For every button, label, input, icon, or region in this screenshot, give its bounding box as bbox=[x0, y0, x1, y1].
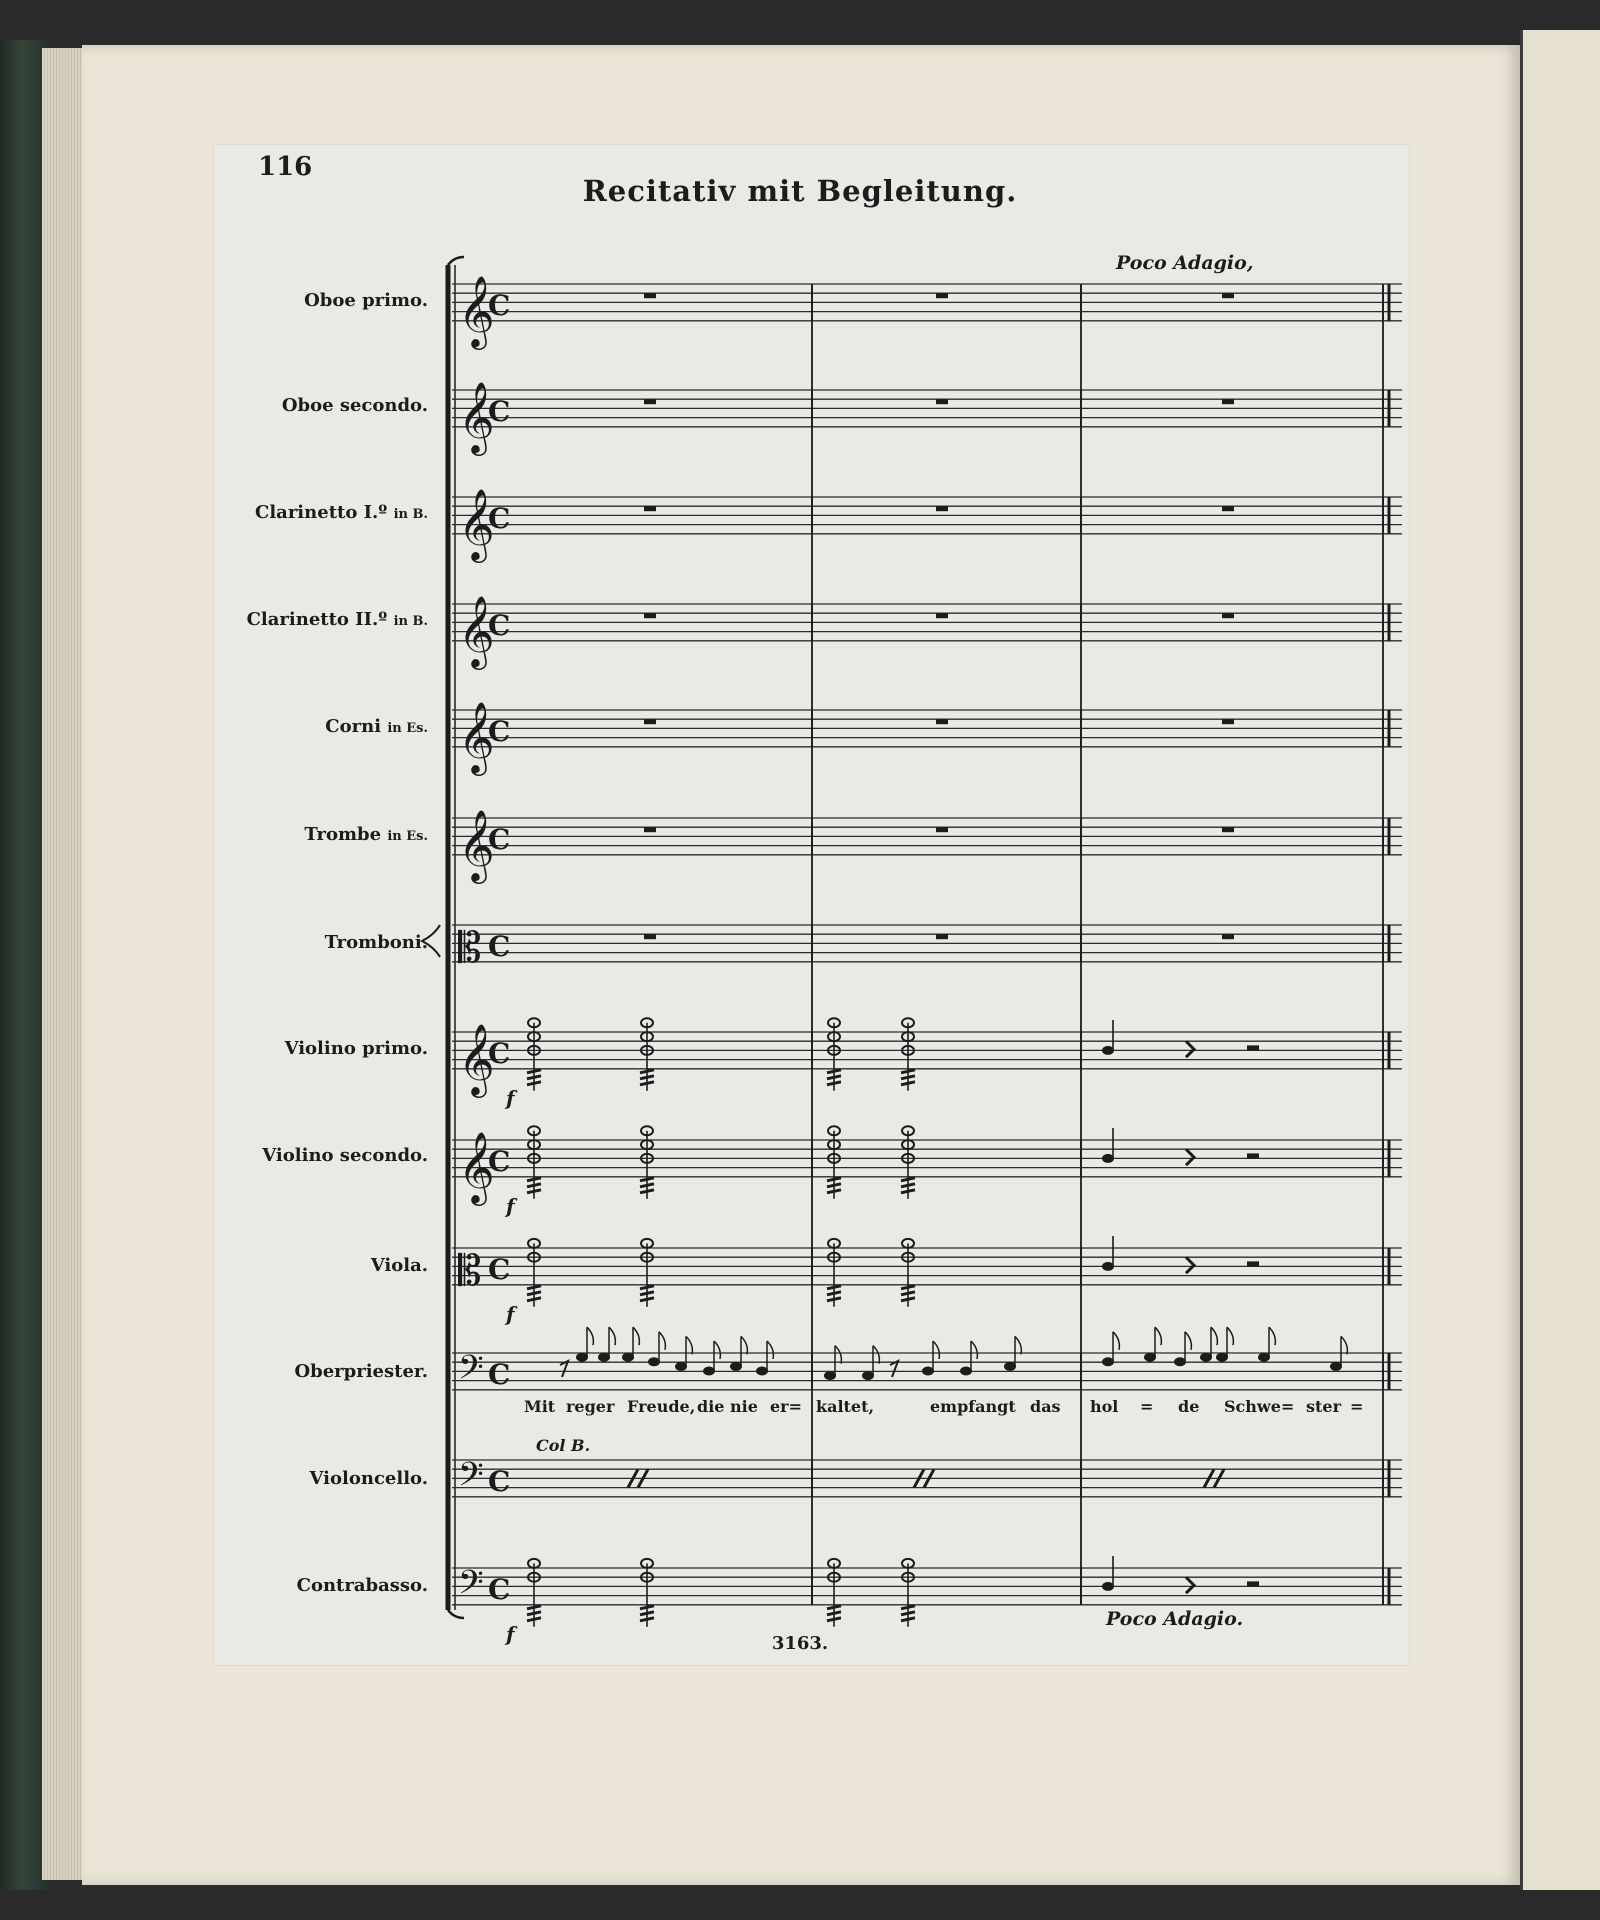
note-flag bbox=[1227, 1327, 1233, 1345]
vocal-note bbox=[1330, 1362, 1342, 1371]
whole-rest bbox=[644, 719, 656, 724]
tremolo-slash bbox=[640, 1292, 654, 1295]
whole-rest bbox=[936, 506, 948, 511]
whole-rest bbox=[1222, 293, 1234, 298]
note-flag bbox=[1211, 1327, 1217, 1345]
treble-clef: 𝄞 bbox=[458, 808, 495, 881]
tremolo-slash bbox=[827, 1286, 841, 1289]
note-flag bbox=[1341, 1336, 1347, 1354]
lyric-syllable: kaltet, bbox=[816, 1397, 875, 1416]
tremolo-slash bbox=[527, 1298, 541, 1301]
whole-rest bbox=[936, 934, 948, 939]
brace-mark bbox=[422, 925, 440, 957]
time-signature: C bbox=[488, 1358, 511, 1391]
vocal-note bbox=[598, 1353, 610, 1362]
tremolo-slash bbox=[527, 1292, 541, 1295]
tremolo-slash bbox=[901, 1184, 915, 1187]
tremolo-slash bbox=[901, 1618, 915, 1621]
tremolo-slash bbox=[827, 1612, 841, 1615]
tremolo-slash bbox=[827, 1298, 841, 1301]
instrument-label: Contrabasso. bbox=[296, 1575, 428, 1596]
note-flag bbox=[741, 1336, 747, 1354]
whole-rest bbox=[644, 399, 656, 404]
whole-rest bbox=[936, 399, 948, 404]
instrument-label: Oberpriester. bbox=[294, 1361, 428, 1382]
whole-rest bbox=[644, 827, 656, 832]
note-flag bbox=[1015, 1336, 1021, 1354]
tremolo-slash bbox=[640, 1286, 654, 1289]
tremolo-slash bbox=[640, 1618, 654, 1621]
whole-rest bbox=[936, 613, 948, 618]
whole-rest bbox=[1222, 613, 1234, 618]
alto-clef: 𝄡 bbox=[458, 1246, 482, 1295]
lyric-syllable: de bbox=[1178, 1397, 1200, 1416]
vocal-note bbox=[1004, 1362, 1016, 1371]
time-signature: C bbox=[488, 1037, 511, 1070]
tremolo-slash bbox=[527, 1082, 541, 1085]
tremolo-slash bbox=[527, 1612, 541, 1615]
half-rest bbox=[1247, 1045, 1259, 1050]
tremolo-slash bbox=[827, 1184, 841, 1187]
vocal-note bbox=[622, 1353, 634, 1362]
tremolo-slash bbox=[527, 1178, 541, 1181]
whole-rest bbox=[644, 293, 656, 298]
note-flag bbox=[587, 1327, 593, 1345]
lyric-syllable: nie bbox=[730, 1397, 758, 1416]
instrument-label: Tromboni. bbox=[324, 932, 428, 953]
vocal-note bbox=[756, 1367, 768, 1376]
eighth-rest bbox=[890, 1361, 898, 1377]
note-flag bbox=[659, 1332, 665, 1350]
instrument-label: Violino secondo. bbox=[262, 1145, 428, 1166]
tremolo-slash bbox=[901, 1298, 915, 1301]
vocal-note bbox=[576, 1353, 588, 1362]
lyric-syllable: = bbox=[1140, 1397, 1154, 1416]
time-signature: C bbox=[488, 930, 511, 963]
instrument-label: Oboe primo. bbox=[304, 290, 428, 311]
tremolo-slash bbox=[640, 1178, 654, 1181]
tremolo-slash bbox=[901, 1606, 915, 1609]
lyric-syllable: ster bbox=[1306, 1397, 1342, 1416]
alto-clef: 𝄡 bbox=[458, 923, 482, 972]
tremolo-slash bbox=[527, 1618, 541, 1621]
note-flag bbox=[767, 1341, 773, 1359]
tremolo-slash bbox=[901, 1612, 915, 1615]
quarter-rest bbox=[1186, 1041, 1194, 1057]
tremolo-slash bbox=[827, 1292, 841, 1295]
vocal-note bbox=[648, 1357, 660, 1366]
tremolo-slash bbox=[640, 1082, 654, 1085]
time-signature: C bbox=[488, 502, 511, 535]
lyric-syllable: empfangt bbox=[930, 1397, 1016, 1416]
instrument-label: Trombe in Es. bbox=[304, 824, 428, 845]
lyric-syllable: das bbox=[1030, 1397, 1061, 1416]
note-flag bbox=[714, 1341, 720, 1359]
tremolo-slash bbox=[527, 1070, 541, 1073]
note-flag bbox=[686, 1336, 692, 1354]
whole-rest bbox=[936, 719, 948, 724]
whole-rest bbox=[1222, 506, 1234, 511]
instrument-label: Corni in Es. bbox=[325, 716, 428, 737]
lyric-syllable: Freude, bbox=[627, 1397, 696, 1416]
note-flag bbox=[1113, 1332, 1119, 1350]
note-flag bbox=[1185, 1332, 1191, 1350]
tremolo-slash bbox=[827, 1606, 841, 1609]
tremolo-slash bbox=[827, 1190, 841, 1193]
note-flag bbox=[1269, 1327, 1275, 1345]
dynamic-mark: f bbox=[506, 1621, 515, 1646]
note-flag bbox=[835, 1346, 841, 1364]
tremolo-slash bbox=[640, 1298, 654, 1301]
vocal-note bbox=[862, 1371, 874, 1380]
note-flag bbox=[873, 1346, 879, 1364]
vocal-note bbox=[675, 1362, 687, 1371]
vocal-note bbox=[1102, 1357, 1114, 1366]
time-signature: C bbox=[488, 1145, 511, 1178]
vocal-note bbox=[1174, 1357, 1186, 1366]
instrument-label: Viola. bbox=[370, 1255, 428, 1276]
dynamic-mark: f bbox=[506, 1085, 515, 1110]
vocal-note bbox=[730, 1362, 742, 1371]
tremolo-slash bbox=[527, 1286, 541, 1289]
tremolo-slash bbox=[827, 1070, 841, 1073]
lyric-syllable: hol bbox=[1090, 1397, 1119, 1416]
instrument-label: Clarinetto II.º in B. bbox=[246, 609, 428, 630]
treble-clef: 𝄞 bbox=[458, 274, 495, 347]
note-flag bbox=[933, 1341, 939, 1359]
plate-number: 3163. bbox=[771, 1633, 829, 1654]
tremolo-slash bbox=[640, 1606, 654, 1609]
tremolo-slash bbox=[901, 1070, 915, 1073]
bracket-hook bbox=[448, 257, 464, 265]
tremolo-slash bbox=[827, 1178, 841, 1181]
time-signature: C bbox=[488, 715, 511, 748]
tremolo-slash bbox=[901, 1286, 915, 1289]
tremolo-slash bbox=[827, 1082, 841, 1085]
vocal-note bbox=[1200, 1353, 1212, 1362]
instrument-label: Violoncello. bbox=[309, 1468, 428, 1489]
tremolo-slash bbox=[640, 1184, 654, 1187]
tremolo-slash bbox=[527, 1184, 541, 1187]
tempo-marking-top: Poco Adagio, bbox=[1116, 252, 1254, 274]
whole-rest bbox=[644, 613, 656, 618]
lyric-syllable: Mit bbox=[524, 1397, 556, 1416]
tremolo-slash bbox=[901, 1190, 915, 1193]
lyric-syllable: reger bbox=[566, 1397, 615, 1416]
tremolo-slash bbox=[527, 1606, 541, 1609]
tremolo-slash bbox=[901, 1292, 915, 1295]
treble-clef: 𝄞 bbox=[458, 380, 495, 453]
lyric-syllable: er= bbox=[770, 1397, 803, 1416]
quarter-rest bbox=[1186, 1149, 1194, 1165]
lyric-syllable: die bbox=[697, 1397, 725, 1416]
whole-rest bbox=[936, 827, 948, 832]
section-title: Recitativ mit Begleitung. bbox=[582, 174, 1018, 208]
treble-clef: 𝄞 bbox=[458, 1022, 495, 1095]
eighth-rest bbox=[560, 1361, 568, 1377]
whole-rest bbox=[644, 934, 656, 939]
tremolo-slash bbox=[527, 1076, 541, 1079]
tremolo-slash bbox=[640, 1070, 654, 1073]
half-rest bbox=[1247, 1261, 1259, 1266]
treble-clef: 𝄞 bbox=[458, 1130, 495, 1203]
vocal-note bbox=[1258, 1353, 1270, 1362]
lyric-syllable: Schwe= bbox=[1224, 1397, 1295, 1416]
note-flag bbox=[1155, 1327, 1161, 1345]
tremolo-slash bbox=[901, 1082, 915, 1085]
bass-clef: 𝄢 bbox=[458, 1564, 484, 1610]
vocal-note bbox=[1216, 1353, 1228, 1362]
time-signature: C bbox=[488, 1573, 511, 1606]
whole-rest bbox=[1222, 399, 1234, 404]
time-signature: C bbox=[488, 289, 511, 322]
time-signature: C bbox=[488, 1465, 511, 1498]
tremolo-slash bbox=[640, 1612, 654, 1615]
treble-clef: 𝄞 bbox=[458, 594, 495, 667]
whole-rest bbox=[1222, 827, 1234, 832]
bass-clef: 𝄢 bbox=[458, 1456, 484, 1502]
vocal-note bbox=[922, 1367, 934, 1376]
tremolo-slash bbox=[640, 1076, 654, 1079]
instrument-label: Clarinetto I.º in B. bbox=[255, 502, 428, 523]
note-flag bbox=[633, 1327, 639, 1345]
tremolo-slash bbox=[527, 1190, 541, 1193]
tremolo-slash bbox=[827, 1076, 841, 1079]
treble-clef: 𝄞 bbox=[458, 487, 495, 560]
bass-clef: 𝄢 bbox=[458, 1349, 484, 1395]
note-flag bbox=[971, 1341, 977, 1359]
lyric-syllable: = bbox=[1350, 1397, 1364, 1416]
vocal-note bbox=[703, 1367, 715, 1376]
half-rest bbox=[1247, 1581, 1259, 1586]
instrument-label: Oboe secondo. bbox=[281, 395, 428, 416]
time-signature: C bbox=[488, 395, 511, 428]
whole-rest bbox=[1222, 934, 1234, 939]
note-flag bbox=[609, 1327, 615, 1345]
quarter-rest bbox=[1186, 1577, 1194, 1593]
col-basso-instruction: Col B. bbox=[536, 1436, 591, 1455]
vocal-note bbox=[1144, 1353, 1156, 1362]
whole-rest bbox=[644, 506, 656, 511]
whole-rest bbox=[1222, 719, 1234, 724]
dynamic-mark: f bbox=[506, 1193, 515, 1218]
tremolo-slash bbox=[901, 1178, 915, 1181]
dynamic-mark: f bbox=[506, 1301, 515, 1326]
vocal-note bbox=[824, 1371, 836, 1380]
tremolo-slash bbox=[901, 1076, 915, 1079]
time-signature: C bbox=[488, 1253, 511, 1286]
whole-rest bbox=[936, 293, 948, 298]
tempo-marking-bottom: Poco Adagio. bbox=[1106, 1608, 1244, 1630]
tremolo-slash bbox=[827, 1618, 841, 1621]
half-rest bbox=[1247, 1153, 1259, 1158]
vocal-note bbox=[960, 1367, 972, 1376]
time-signature: C bbox=[488, 609, 511, 642]
time-signature: C bbox=[488, 823, 511, 856]
tremolo-slash bbox=[640, 1190, 654, 1193]
page-number: 116 bbox=[258, 152, 313, 182]
quarter-rest bbox=[1186, 1257, 1194, 1273]
instrument-label: Violino primo. bbox=[284, 1038, 428, 1059]
treble-clef: 𝄞 bbox=[458, 700, 495, 773]
bracket-hook bbox=[448, 1610, 464, 1618]
